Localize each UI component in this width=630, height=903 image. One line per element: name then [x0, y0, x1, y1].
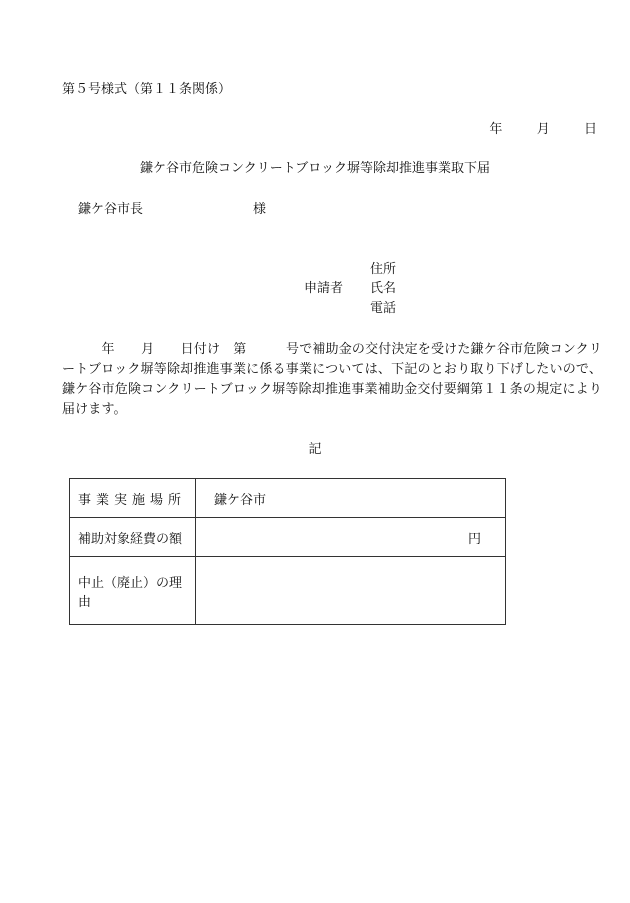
- applicant-label: 申請者: [304, 281, 344, 296]
- table-row: [70, 518, 506, 557]
- table-row: [70, 557, 506, 625]
- date-month-label: 月: [536, 122, 550, 137]
- addressee-honorific: 様: [253, 202, 267, 217]
- addressee: [78, 202, 266, 218]
- document-title: 鎌ケ谷市危険コンクリートブロック塀等除却推進事業取下届: [139, 161, 491, 176]
- row-value-reason: [196, 557, 506, 625]
- date-day-label: 日: [583, 122, 597, 137]
- row-label-location: 事業実施場所: [70, 479, 196, 518]
- row-value-amount: 円: [196, 518, 506, 557]
- ki-heading: 記: [308, 442, 322, 457]
- applicant-address-label: 住所: [370, 262, 397, 277]
- applicant-phone-label: 電話: [370, 301, 397, 316]
- applicant-name-label: 氏名: [370, 281, 397, 296]
- row-label-reason: 中止（廃止）の理由: [70, 557, 196, 625]
- date-year-label: 年: [489, 122, 503, 137]
- row-label-amount: 補助対象経費の額: [70, 518, 196, 557]
- form-number: 第５号様式（第１１条関係）: [62, 82, 232, 97]
- table-row: [70, 479, 506, 518]
- date-line: [489, 122, 597, 138]
- details-table: [69, 478, 506, 625]
- addressee-name: 鎌ケ谷市長: [78, 202, 144, 217]
- body-text: 年 月 日付け 第 号で補助金の交付決定を受けた鎌ケ谷市危険コンクリートブロック塀等除却推進事業に係る事業については、下記のとおり取り下げしたいので、鎌ケ谷市危険コンクリートブロック塀等除却推進事業補助金交付要綱第１１条の規定により届けます。: [62, 342, 602, 417]
- row-value-location: 鎌ケ谷市: [196, 479, 506, 518]
